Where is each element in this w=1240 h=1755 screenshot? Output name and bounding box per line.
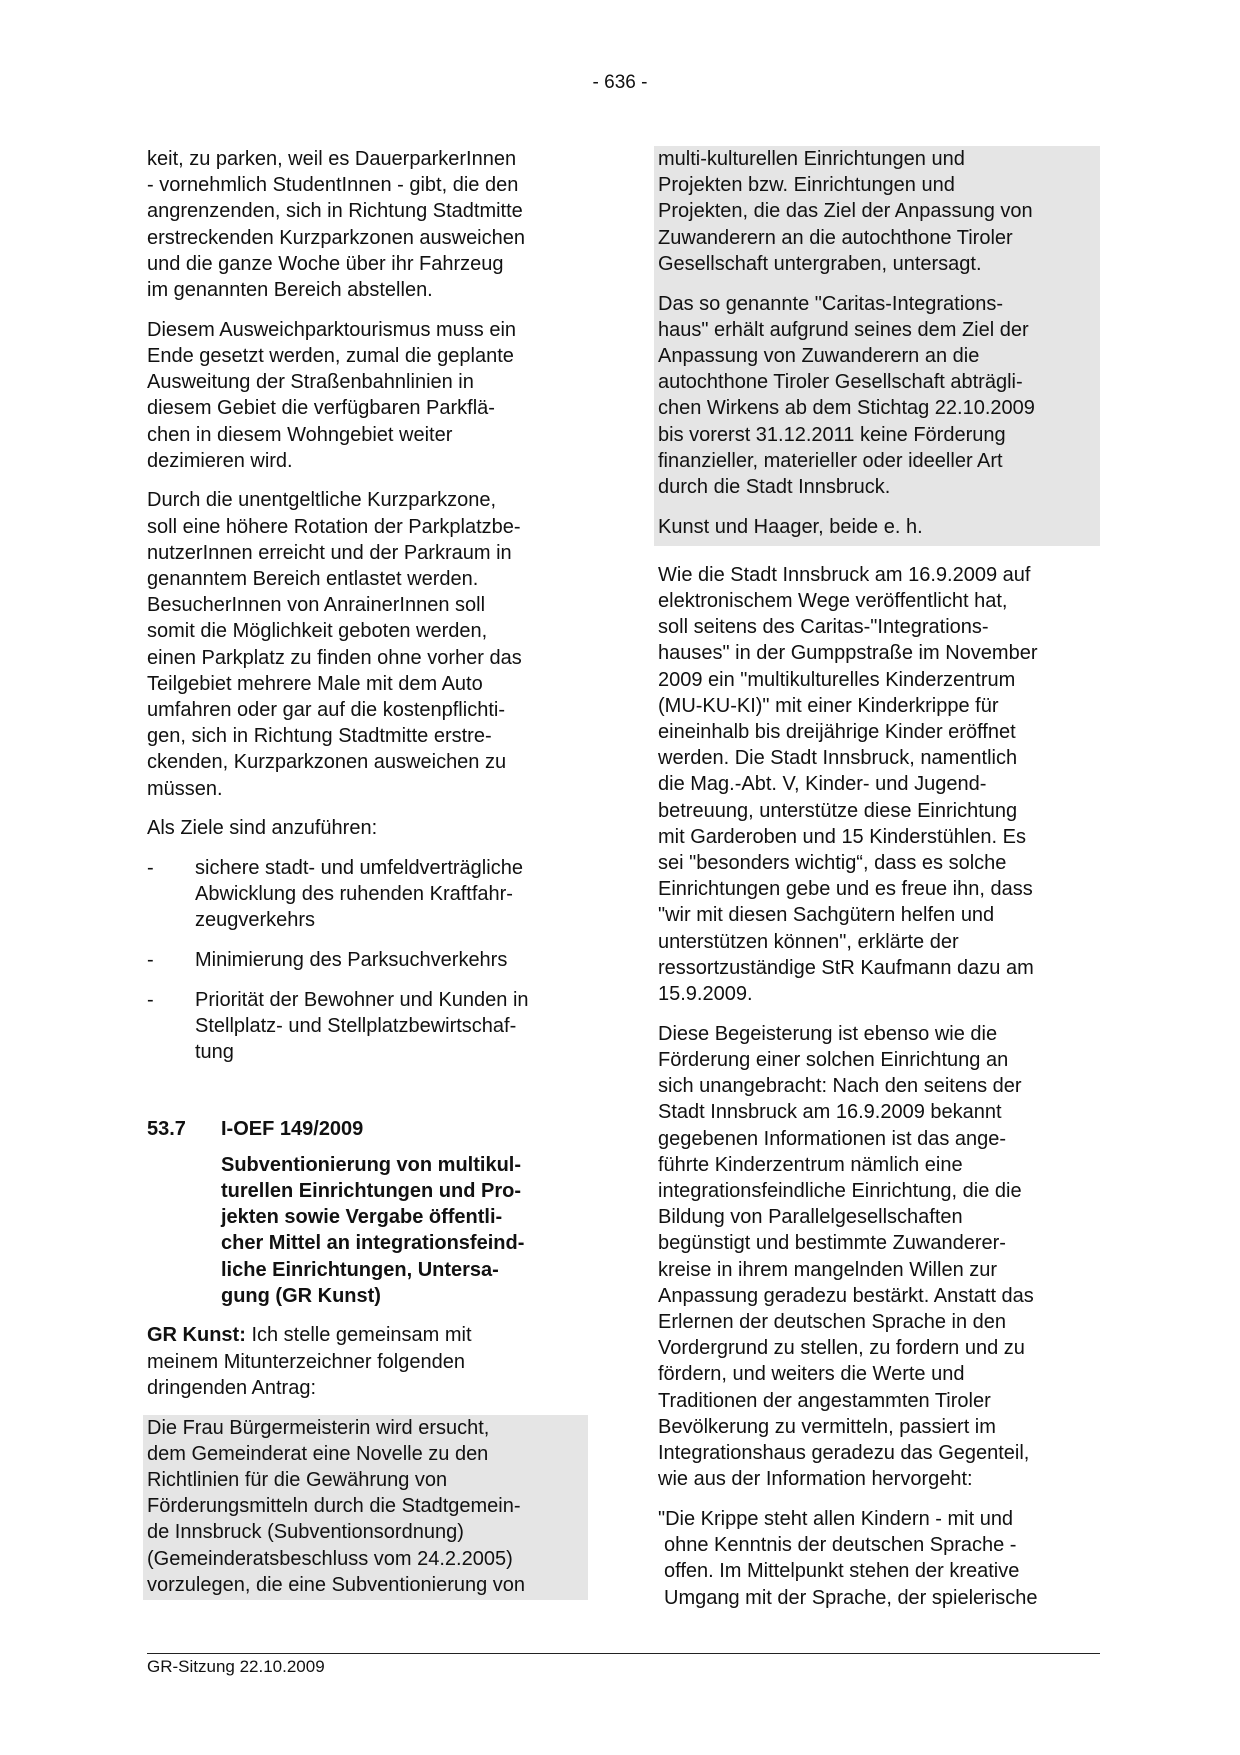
paragraph: keit, zu parken, weil es DauerparkerInnen - vornehmlich StudentInnen - gibt, die den angrenzenden, sich in Richtung Stadtmitte erstreckenden Kurzparkzonen ausweichen und die ganze Woche über ihr Fahrzeug im genannten Bereich abstellen. [147,148,525,302]
footer-session-date: GR-Sitzung 22.10.2009 [147,1657,325,1676]
section-code: I-OEF 149/2009 [221,1117,364,1140]
left-column [147,146,588,1613]
list-item-text: Minimierung des Parksuchverkehrs [195,949,508,972]
bullet-dash: - [147,949,154,972]
paragraph: Wie die Stadt Innsbruck am 16.9.2009 auf elektronischem Wege veröffentlicht hat, soll seitens des Caritas-"Integrations- hauses" in der Gumppstraße im November 2009 ein "multikulturelles Kinderzentrum (MU-KU-KI)" mit einer Kinderkrippe für eineinhalb bis dreijährige Kinder eröffnet werden. Die Stadt Innsbruck, namentlich die Mag.-Abt. V, Kinder- und Jugend- betreuung, unterstütze diese Einrichtung mit Garderoben und 15 Kinderstühlen. Es sei "besonders wichtig“, dass es solche Einrichtungen gebe und es freue ihn, dass "wir mit diesen Sachgütern helfen und unterstützen können", erklärte der ressortzuständige StR Kaufmann dazu am 15.9.2009. [658,563,1038,1006]
list-item-text: Priorität der Bewohner und Kunden in Stellplatz- und Stellplatzbewirtschaf- tung [195,988,529,1064]
footer-divider [147,1653,1100,1654]
speaker-paragraph [147,1322,588,1401]
section-heading [147,1116,588,1142]
list-item [147,947,588,973]
list-item [147,855,588,934]
quote-paragraph [658,1506,1100,1611]
list-item [147,987,588,1066]
speaker-text: Ich stelle gemeinsam mit meinem Mitunterzeichner folgenden dringenden Antrag: [147,1324,472,1399]
section-subject: Subventionierung von multikul- turellen Einrichtungen und Pro- jekten sowie Vergabe öffentli- cher Mittel an integrationsfeind- liche Einrichtungen, Untersa- gung (GR Kunst) [221,1153,525,1307]
paragraph: Diesem Ausweichparktourismus muss ein Ende gesetzt werden, zumal die geplante Ausweitung der Straßenbahnlinien in diesem Gebiet die verfügbaren Parkflä- chen in diesem Wohngebiet weiter dezimieren wird. [147,318,517,472]
bullet-dash: - [147,857,154,880]
motion-text: Die Frau Bürgermeisterin wird ersucht, dem Gemeinderat eine Novelle zu den Richtlinien für die Gewährung von Förderungsmitteln durch die Stadtgemein- de Innsbruck (Subventionsordnung) (Gemeinderatsbeschluss vom 24.2.2005) vorzulegen, die eine Subventionierung von [143,1415,588,1600]
paragraph: Diese Begeisterung ist ebenso wie die Förderung einer solchen Einrichtung an sich unangebracht: Nach den seitens der Stadt Innsbruck am 16.9.2009 bekannt gegebenen Informationen ist das ange- führte Kinderzentrum nämlich eine integrationsfeindliche Einrichtung, die die Bildung von Parallelgesellschaften begünstigt und bestimmte Zuwanderer- kreise in ihrem mangelnden Willen zur Anpassung geradezu bestärkt. Anstatt das Erlernen der deutschen Sprache in den Vordergrund zu stellen, zu fordern und zu fördern, und weiters die Werte und Traditionen der angestammten Tiroler Bevölkerung zu vermitteln, passiert im Integrationshaus geradezu das Gegenteil, wie aus der Information hervorgeht: [658,1022,1034,1491]
list-item-text: sichere stadt- und umfeldverträgliche Abwicklung des ruhenden Kraftfahr- zeugverkehrs [195,857,523,932]
bullet-dash: - [147,988,154,1011]
right-column [658,146,1100,1624]
speaker-name: GR Kunst: [147,1324,246,1347]
quote-rest: ohne Kenntnis der deutschen Sprache - offen. Im Mittelpunkt stehen der kreative Umgang mit der Sprache, der spielerische [664,1534,1038,1609]
section-number: 53.7 [147,1117,186,1140]
paragraph: Als Ziele sind anzuführen: [147,817,378,840]
motion-block [654,146,1100,546]
signatories: Kunst und Haager, beide e. h. [658,515,923,538]
quote-first-line: "Die Krippe steht allen Kindern - mit und [658,1507,1014,1530]
motion-continuation: multi-kulturellen Einrichtungen und Projekten bzw. Einrichtungen und Projekten, die das Ziel der Anpassung von Zuwanderern an die autochthone Tiroler Gesellschaft untergraben, untersagt. [658,148,1033,275]
goals-list [147,855,588,1065]
motion-paragraph: Das so genannte "Caritas-Integrations- haus" erhält aufgrund seines dem Ziel der Anpassung von Zuwanderern an die autochthone Tiroler Gesellschaft abträgli- chen Wirkens ab dem Stichtag 22.10.2009 bis vorerst 31.12.2011 keine Förderung finanzieller, materieller oder ideeller Art durch die Stadt Innsbruck. [658,292,1035,498]
paragraph: Durch die unentgeltliche Kurzparkzone, soll eine höhere Rotation der Parkplatzbe- nutzerInnen erreicht und der Parkraum in genanntem Bereich entlastet werden. BesucherInnen von AnrainerInnen soll somit die Möglichkeit geboten werden, einen Parkplatz zu finden ohne vorher das Teilgebiet mehrere Male mit dem Auto umfahren oder gar auf die kostenpflichti- gen, sich in Richtung Stadtmitte erstre- ckenden, Kurzparkzonen ausweichen zu müssen. [147,489,522,800]
page-number: - 636 - [592,72,648,93]
